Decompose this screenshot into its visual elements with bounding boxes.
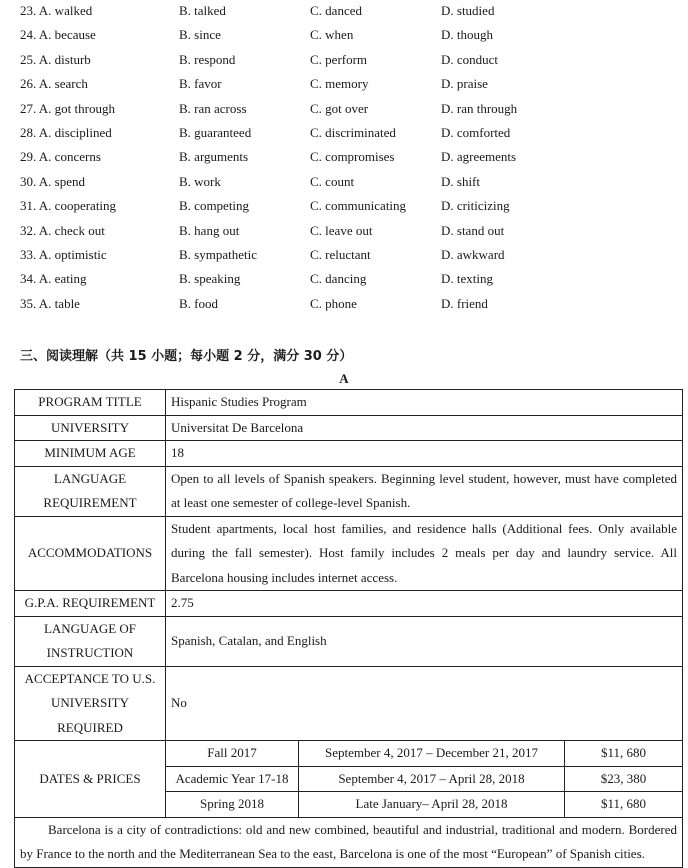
choice-a: 25. A. disturb: [20, 51, 91, 67]
choice-b: B. respond: [179, 51, 236, 67]
acceptance-label: [15, 666, 166, 741]
choice-a: 24. A. because: [20, 27, 96, 43]
choice-row-29: [0, 146, 688, 170]
choice-d: D. agreements: [441, 149, 517, 165]
date-price: $11, 680: [565, 792, 683, 818]
choice-c: C. count: [310, 173, 355, 189]
accommodations-value: Student apartments, local host families, and residence halls (Additional fees. Only available during the fall semester). Host family includes 2 meals per day and laundry service. All Barcelona housing includes internet access.: [166, 516, 683, 591]
choice-d: D. though: [441, 27, 493, 43]
label-line: LANGUAGE: [53, 470, 127, 486]
label-line: LANGUAGE OF: [43, 620, 137, 636]
row-language-of-instruction: [15, 616, 683, 666]
choice-row-33: [0, 244, 688, 268]
choice-a: 26. A. search: [20, 76, 88, 92]
choice-c: C. got over: [310, 100, 369, 116]
language-requirement-label: [15, 466, 166, 516]
choice-c: C. dancing: [310, 271, 367, 287]
choice-row-26: [0, 73, 688, 97]
choice-a: 34. A. eating: [20, 271, 87, 287]
passage-label: A: [339, 371, 349, 386]
date-range: September 4, 2017 – April 28, 2018: [299, 766, 565, 792]
choice-a: 31. A. cooperating: [20, 198, 117, 214]
choice-b: B. competing: [179, 198, 250, 214]
program-title-value: Hispanic Studies Program: [166, 390, 683, 416]
row-program-title: [15, 390, 683, 416]
choice-a: 27. A. got through: [20, 100, 115, 116]
choice-b: B. guaranteed: [179, 124, 252, 140]
choice-a: 32. A. check out: [20, 222, 105, 238]
choice-c: C. phone: [310, 295, 357, 311]
choice-c: C. communicating: [310, 198, 407, 214]
choice-c: C. memory: [310, 76, 369, 92]
choice-row-30: [0, 171, 688, 195]
row-dates-fall: [15, 741, 683, 767]
row-language-requirement: [15, 466, 683, 516]
choice-a: 35. A. table: [20, 295, 80, 311]
choice-d: D. friend: [441, 295, 488, 311]
choice-d: D. ran through: [441, 100, 518, 116]
minimum-age-value: 18: [166, 441, 683, 467]
program-title-label: PROGRAM TITLE: [15, 390, 166, 416]
label-line: INSTRUCTION: [46, 645, 134, 660]
choice-b: B. food: [179, 295, 218, 311]
choice-b: B. speaking: [179, 271, 241, 287]
choice-d: D. shift: [441, 173, 480, 189]
choice-b: B. talked: [179, 3, 226, 18]
choice-b: B. since: [179, 27, 221, 43]
choice-d: D. comforted: [441, 124, 511, 140]
choice-a: 28. A. disciplined: [20, 124, 112, 140]
choice-a: 29. A. concerns: [20, 149, 101, 165]
choice-b: B. sympathetic: [179, 246, 257, 262]
choice-c: C. leave out: [310, 222, 373, 238]
choice-c: C. compromises: [310, 149, 395, 165]
choice-row-31: [0, 195, 688, 219]
university-label: UNIVERSITY: [15, 415, 166, 441]
row-minimum-age: [15, 441, 683, 467]
choice-row-23: [0, 0, 688, 24]
date-range: September 4, 2017 – December 21, 2017: [299, 741, 565, 767]
accommodations-label: ACCOMMODATIONS: [15, 516, 166, 591]
choice-d: D. criticizing: [441, 198, 510, 214]
choice-row-27: [0, 98, 688, 122]
choice-row-35: [0, 293, 688, 317]
minimum-age-label: MINIMUM AGE: [15, 441, 166, 467]
cloze-choices: [0, 0, 688, 317]
row-gpa: [15, 591, 683, 617]
row-accommodations: [15, 516, 683, 591]
dates-prices-label: DATES & PRICES: [15, 741, 166, 818]
choice-b: B. hang out: [179, 222, 240, 238]
choice-d: D. texting: [441, 271, 493, 287]
choice-b: B. ran across: [179, 100, 247, 116]
label-line: UNIVERSITY: [51, 695, 129, 710]
choice-c: C. danced: [310, 3, 362, 18]
row-passage: [15, 817, 683, 867]
gpa-label: G.P.A. REQUIREMENT: [15, 591, 166, 617]
language-requirement-value: Open to all levels of Spanish speakers. Beginning level student, however, must have completed at least one semester of college-level Spanish.: [166, 466, 683, 516]
choice-d: D. studied: [441, 3, 495, 18]
label-line: REQUIREMENT: [43, 495, 137, 510]
language-of-instruction-value: Spanish, Catalan, and English: [166, 616, 683, 666]
date-term: Academic Year 17-18: [166, 766, 299, 792]
choice-c: C. when: [310, 27, 354, 43]
date-term: Spring 2018: [166, 792, 299, 818]
choice-d: D. awkward: [441, 246, 505, 262]
label-line: ACCEPTANCE TO U.S.: [24, 670, 156, 686]
choice-b: B. arguments: [179, 149, 249, 165]
choice-d: D. praise: [441, 76, 488, 92]
choice-a: 23. A. walked: [20, 3, 93, 18]
choice-d: D. stand out: [441, 222, 505, 238]
choice-row-34: [0, 268, 688, 292]
choice-row-32: [0, 220, 688, 244]
choice-b: B. work: [179, 173, 221, 189]
choice-c: C. reluctant: [310, 246, 371, 262]
choice-a: 33. A. optimistic: [20, 246, 107, 262]
choice-row-24: [0, 24, 688, 48]
label-line: REQUIRED: [57, 719, 123, 735]
date-price: $23, 380: [565, 766, 683, 792]
choice-row-25: [0, 49, 688, 73]
choice-c: C. perform: [310, 51, 368, 67]
date-price: $11, 680: [565, 741, 683, 767]
date-range: Late January– April 28, 2018: [299, 792, 565, 818]
program-table: [14, 389, 683, 868]
language-of-instruction-label: [15, 616, 166, 666]
row-acceptance: [15, 666, 683, 741]
choice-c: C. discriminated: [310, 124, 396, 140]
gpa-value: 2.75: [166, 591, 683, 617]
date-term: Fall 2017: [166, 741, 299, 767]
choice-row-28: [0, 122, 688, 146]
choice-d: D. conduct: [441, 51, 499, 67]
acceptance-value: No: [166, 666, 683, 741]
university-value: Universitat De Barcelona: [166, 415, 683, 441]
choice-a: 30. A. spend: [20, 173, 86, 189]
choice-b: B. favor: [179, 76, 222, 92]
section-heading: 三、阅读理解（共 15 小题；每小题 2 分，满分 30 分）: [20, 349, 353, 364]
passage-text: Barcelona is a city of contradictions: old and new combined, beautiful and industrial, traditional and modern. Bordered by France to the north and the Mediterranean Sea to the east, Barcelona is one of the most “European” of Spanish cities.: [15, 817, 683, 867]
row-university: [15, 415, 683, 441]
